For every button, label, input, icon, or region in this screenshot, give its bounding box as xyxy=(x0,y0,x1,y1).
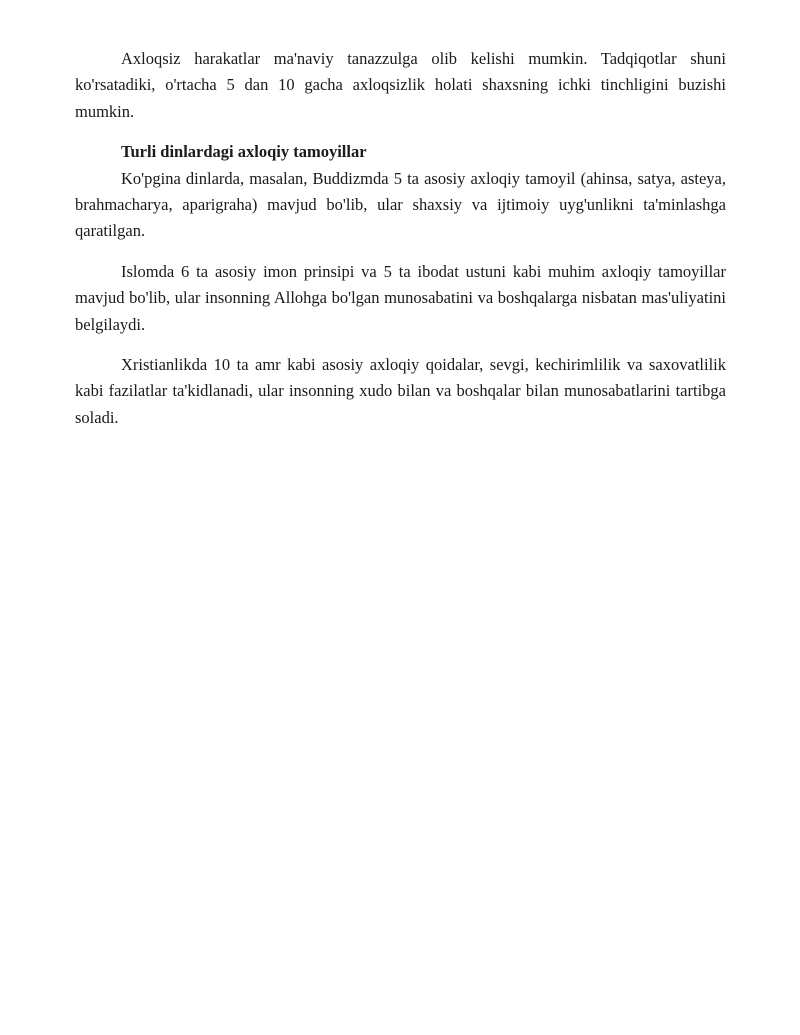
paragraph-christianity: Xristianlikda 10 ta amr kabi asosiy axloqiy qoidalar, sevgi, kechirimlilik va saxovatlilik kabi fazilatlar ta'kidlanadi, ular insonning xudo bilan va boshqalar bilan munosabatlarini tartibga soladi. xyxy=(75,355,726,427)
paragraph-islam: Islomda 6 ta asosiy imon prinsipi va 5 ta ibodat ustuni kabi muhim axloqiy tamoyillar mavjud bo'lib, ular insonning Allohga bo'lgan munosabatini va boshqalarga nisbatan mas'uliyatini belgilaydi. xyxy=(75,261,726,334)
document-page xyxy=(75,46,726,431)
paragraph-buddhism: Ko'pgina dinlarda, masalan, Buddizmda 5 ta asosiy axloqiy tamoyil (ahinsa, satya, asteya, brahmacharya, aparigraha) mavjud bo'lib, ular shaxsiy va ijtimoiy uyg'unlikni ta'minlashga qaratilgan. xyxy=(75,168,726,241)
section-heading: Turli dinlardagi axloqiy tamoyillar xyxy=(121,142,367,162)
paragraph-intro: Axloqsiz harakatlar ma'naviy tanazzulga olib kelishi mumkin. Tadqiqotlar shuni ko'rsatadiki, o'rtacha 5 dan 10 gacha axloqsizlik holati shaxsning ichki tinchligini buzishi mumkin. xyxy=(75,49,726,121)
